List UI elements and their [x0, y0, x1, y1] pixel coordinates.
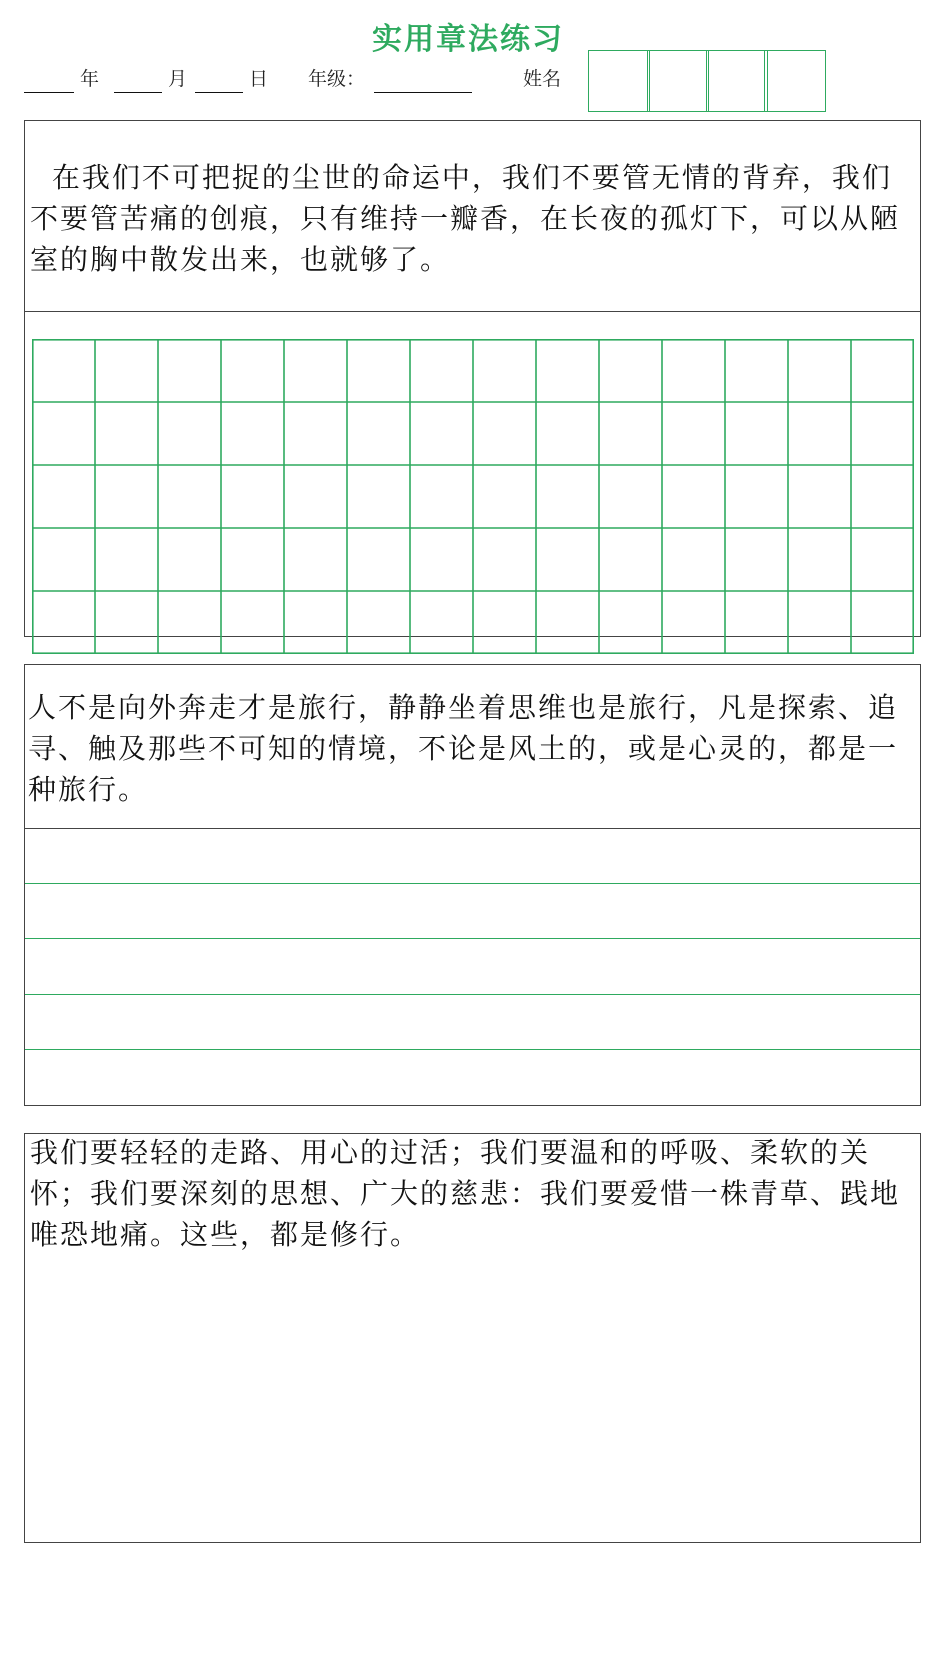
name-box-2[interactable]: [647, 50, 709, 112]
year-blank[interactable]: [24, 92, 74, 93]
passage-text: 人不是向外奔走才是旅行，静静坐着思维也是旅行，凡是探索、追寻、触及那些不可知的情境，不论是风土的，或是心灵的，都是一种旅行。: [28, 691, 899, 806]
name-box-4[interactable]: [764, 50, 826, 112]
writing-line[interactable]: [25, 938, 920, 939]
day-label: 日: [249, 68, 269, 90]
section-divider: [25, 311, 920, 312]
passage-text: 在我们不可把捉的尘世的命运中，我们不要管无情的背弃，我们不要管苦痛的创痕，只有维持一瓣香，在长夜的孤灯下，可以从陋室的胸中散发出来，也就够了。: [30, 161, 901, 276]
writing-line[interactable]: [25, 994, 920, 995]
name-box-1[interactable]: [588, 50, 650, 112]
month-label: 月: [168, 68, 188, 90]
writing-line[interactable]: [25, 1049, 920, 1050]
passage-text: 我们要轻轻的走路、用心的过活；我们要温和的呼吸、柔软的关怀；我们要深刻的思想、广大的慈悲：我们要爱惜一株青草、践地唯恐地痛。这些，都是修行。: [30, 1136, 901, 1251]
practice-section-grid: [24, 120, 921, 637]
tian-grid[interactable]: [32, 339, 914, 654]
grade-label: 年级：: [308, 68, 366, 90]
name-label: 姓名: [523, 68, 562, 90]
grade-blank[interactable]: [374, 92, 472, 93]
practice-section-lines: [24, 664, 921, 1106]
day-blank[interactable]: [195, 92, 243, 93]
practice-section-blank: [24, 1133, 921, 1543]
section-divider: [25, 828, 920, 829]
year-label: 年: [80, 68, 100, 90]
month-blank[interactable]: [114, 92, 162, 93]
grid-lines: [32, 339, 914, 654]
page-title: 实用章法练习: [372, 22, 564, 57]
blank-writing-area[interactable]: [25, 1264, 920, 1542]
writing-line[interactable]: [25, 883, 920, 884]
name-box-3[interactable]: [706, 50, 768, 112]
